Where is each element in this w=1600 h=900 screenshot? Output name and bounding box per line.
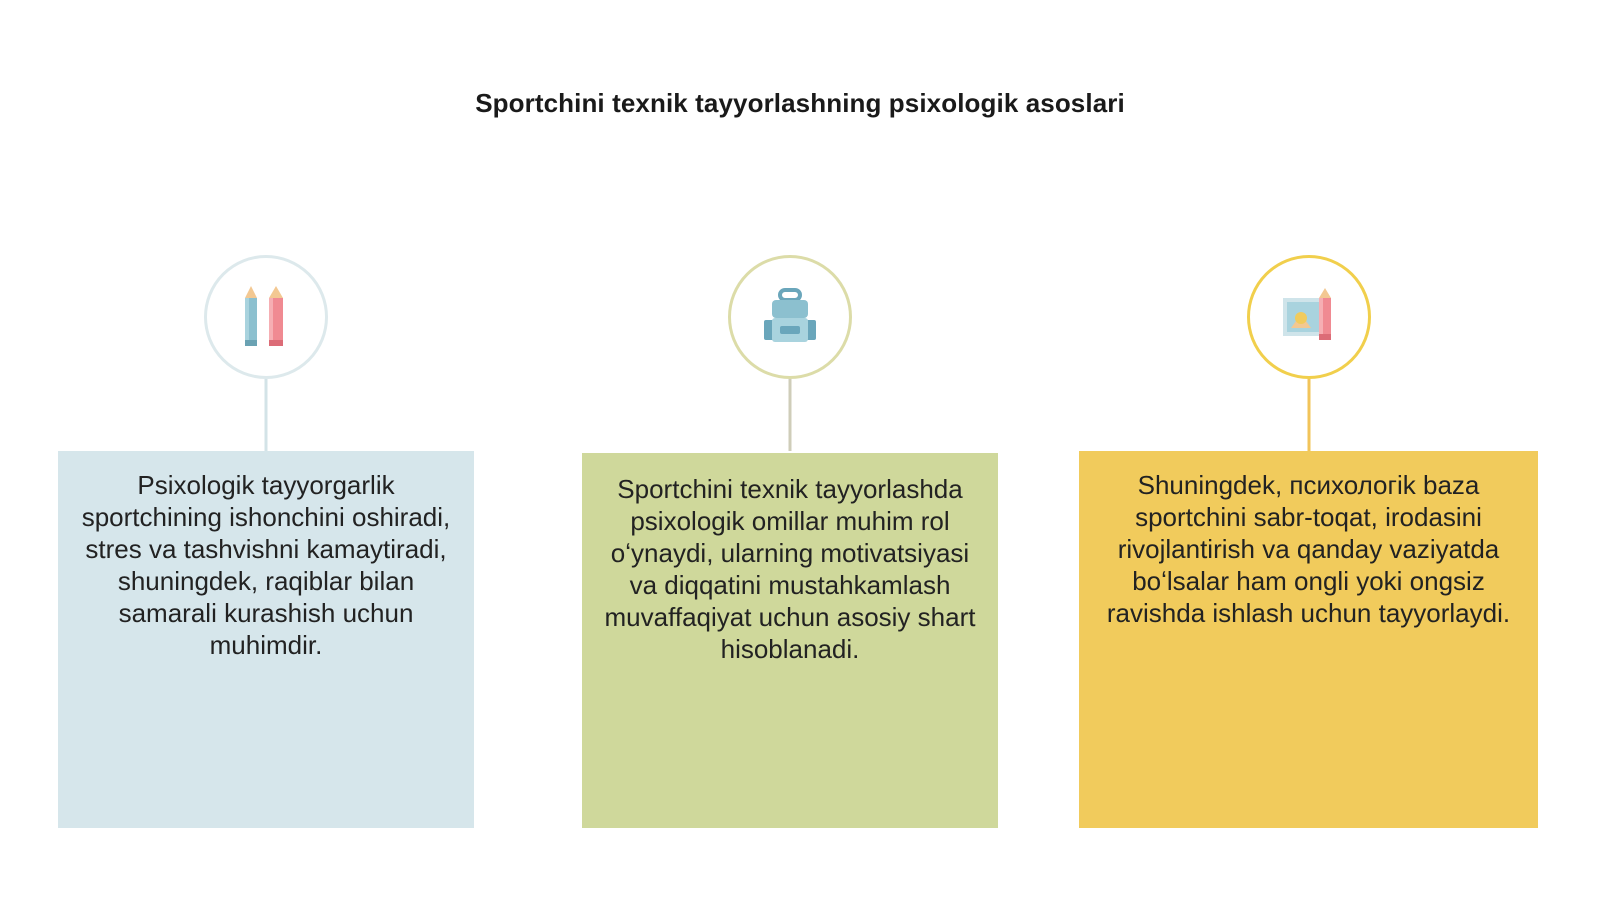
icon-badge-2 xyxy=(728,255,852,379)
card-text-2: Sportchini texnik tayyorlashda psixologik omillar muhim rol oʻynaydi, ularning motivatsiyasi va diqqatini mustahkamlash muvaffaqiyat uchun asosiy shart hisoblanadi. xyxy=(604,474,976,664)
step-column-2 xyxy=(582,0,998,900)
step-column-1 xyxy=(58,0,474,900)
picture-and-pencil-icon xyxy=(1279,288,1339,346)
pencils-icon xyxy=(241,286,291,348)
card-text-1: Psixologik tayyorgarlik sportchining ishonchini oshiradi, stres va tashvishni kamaytiradi, shuningdek, raqiblar bilan samarali kurashish uchun muhimdir. xyxy=(81,470,451,660)
info-card-2 xyxy=(582,453,998,828)
icon-badge-1 xyxy=(204,255,328,379)
info-card-1 xyxy=(58,451,474,828)
connector-line-3 xyxy=(1307,379,1310,451)
page-title: Sportchini texnik tayyorlashning psixologik asoslari xyxy=(475,88,1125,118)
backpack-icon xyxy=(760,288,820,346)
step-column-3 xyxy=(1079,0,1538,900)
info-card-3 xyxy=(1079,451,1538,828)
icon-badge-3 xyxy=(1247,255,1371,379)
connector-line-1 xyxy=(265,379,268,451)
card-text-3: Shuningdek, психологik baza sportchini sabr-toqat, irodasini rivojlantirish va qanday vaziyatda boʻlsalar ham ongli yoki ongsiz ravishda ishlash uchun tayyorlaydi. xyxy=(1106,470,1511,628)
connector-line-2 xyxy=(789,379,792,451)
